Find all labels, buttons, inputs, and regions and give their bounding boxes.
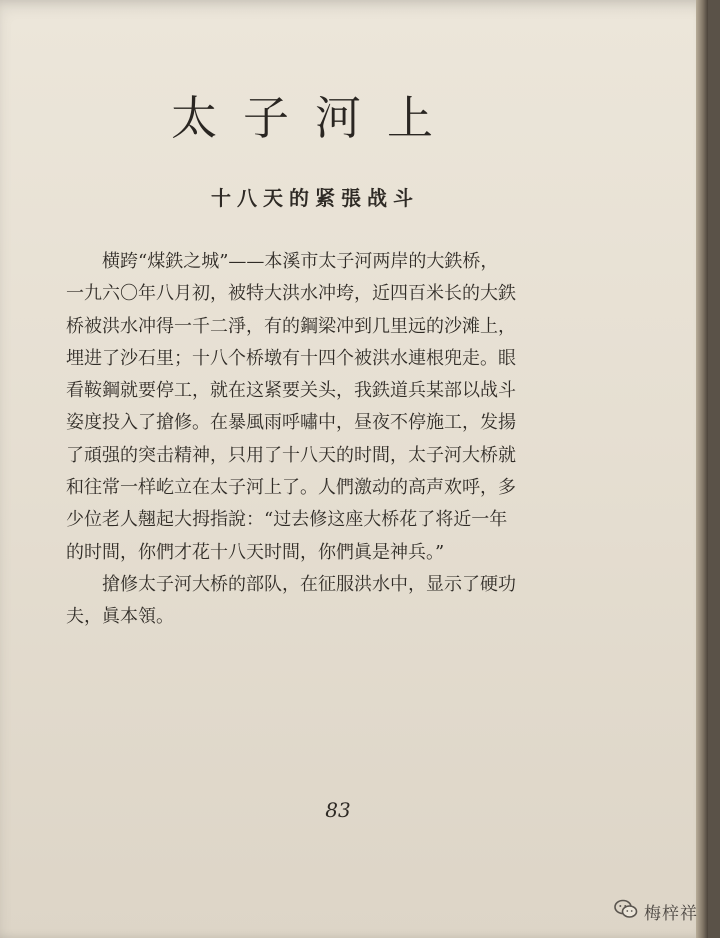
- page-edge: [696, 0, 708, 938]
- body-text: [66, 246, 586, 634]
- text-line: 的时間，你們才花十八天时間，你們眞是神兵。”: [66, 541, 445, 563]
- text-line: 一九六〇年八月初，被特大洪水冲垮，近四百米长的大鉄: [66, 283, 516, 305]
- section-subtitle: 十八天的紧張战斗: [211, 186, 419, 210]
- watermark: [606, 895, 706, 928]
- watermark-text: 梅梓祥: [644, 904, 698, 924]
- text-line: 和往常一样屹立在太子河上了。人們激动的高声欢呼，多: [66, 477, 516, 499]
- text-line: 桥被洪水冲得一千二淨，有的鋼梁冲到几里远的沙滩上，: [66, 315, 516, 337]
- text-line: 搶修太子河大桥的部队，在征服洪水中，显示了硬功: [102, 573, 516, 595]
- text-line: 埋进了沙石里；十八个桥墩有十四个被洪水連根兜走。眼: [66, 347, 516, 369]
- text-line: 姿度投入了搶修。在暴風雨呼嘯中，昼夜不停施工，发揚: [66, 412, 516, 434]
- wechat-icon: [614, 899, 638, 924]
- text-line: 少位老人翹起大拇指說：“过去修这座大桥花了将近一年: [66, 509, 508, 531]
- page-title: 太子河上: [171, 91, 459, 145]
- text-line: 了頑强的突击精神，只用了十八天的时間，太子河大桥就: [66, 444, 516, 466]
- page-number: 83: [325, 798, 351, 822]
- text-line: 横跨“煤鉄之城”——本溪市太子河两岸的大鉄桥，: [102, 251, 499, 272]
- text-line: 看鞍鋼就要停工，就在这紧要关头，我鉄道兵某部以战斗: [66, 380, 516, 402]
- text-line: 夫，眞本領。: [66, 606, 174, 628]
